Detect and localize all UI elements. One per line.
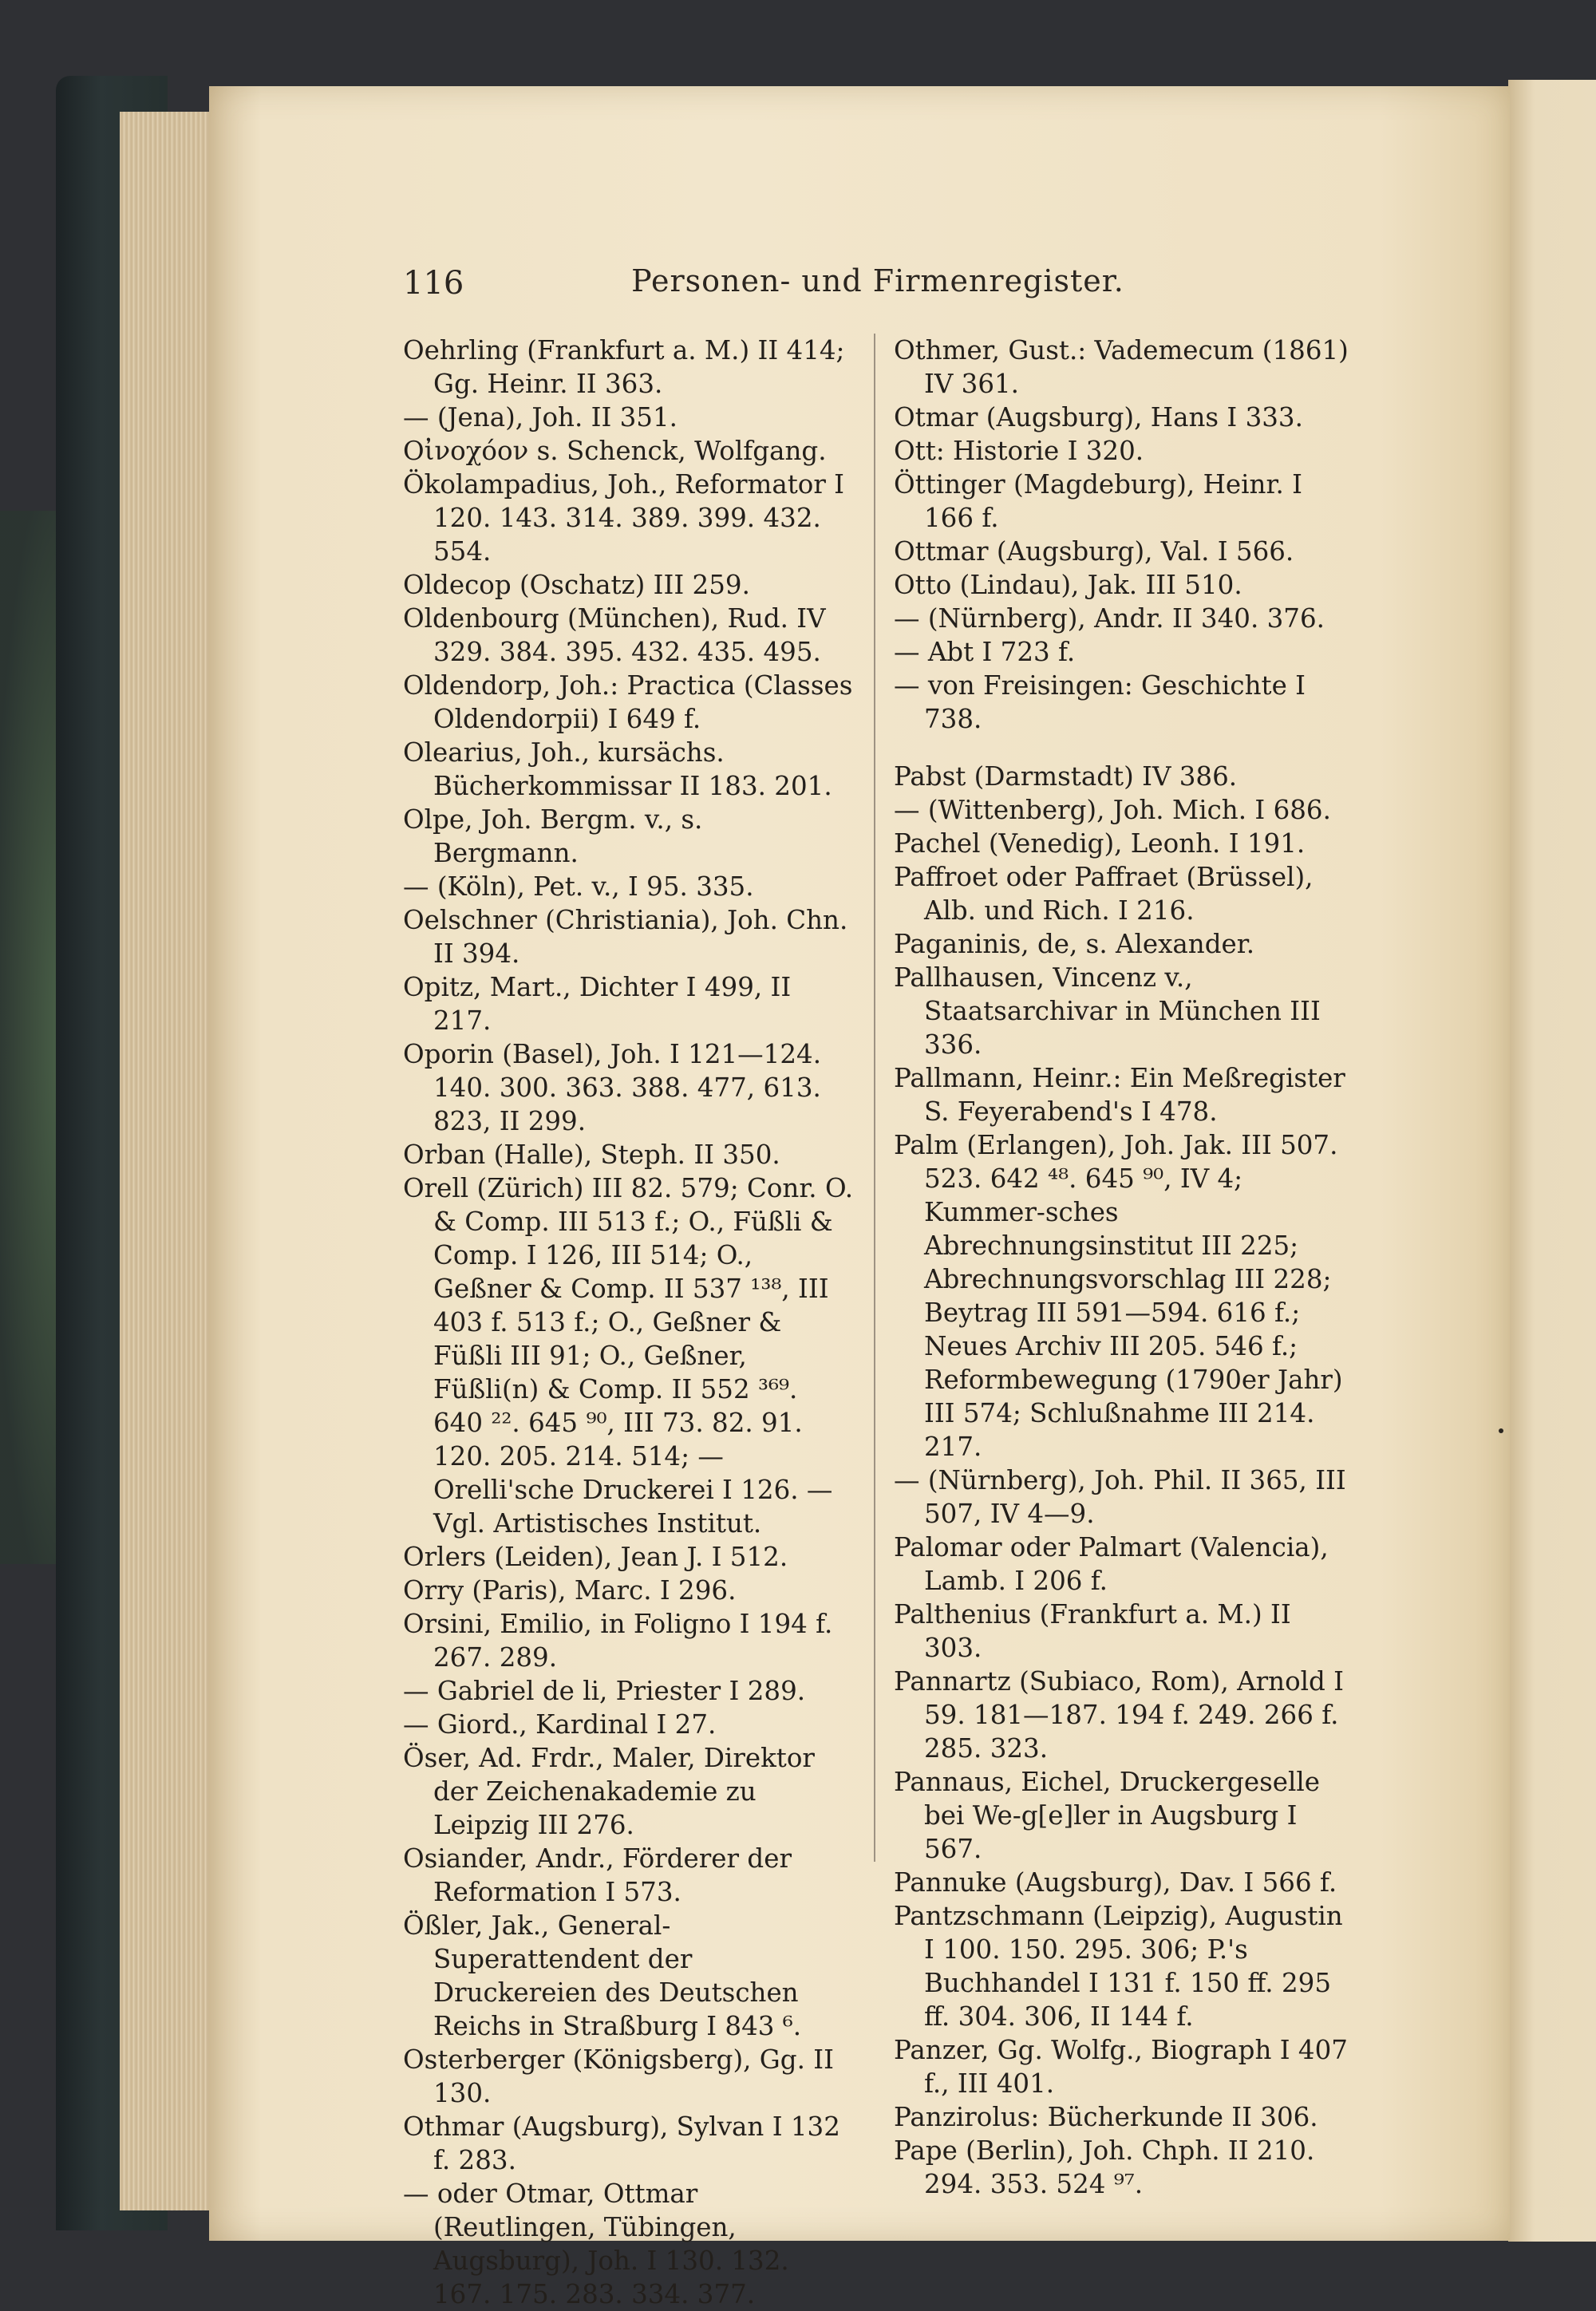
index-entry: Ößler, Jak., General-Superattendent der Druckereien des Deutschen Reichs in Straßburg I 843 ⁶. bbox=[403, 1910, 802, 2041]
index-entry: Paganinis, de, s. Alexander. bbox=[894, 929, 1255, 959]
index-entry: Othmar (Augsburg), Sylvan I 132 f. 283. bbox=[403, 2112, 840, 2175]
index-entry: — oder Otmar, Ottmar (Reutlingen, Tübingen, Augsburg), Joh. I 130. 132. 167. 175. 283. 334. 377. bbox=[403, 2179, 789, 2309]
facing-page-edge bbox=[1508, 80, 1596, 2242]
index-entry: Öttinger (Magdeburg), Heinr. I 166 f. bbox=[894, 469, 1302, 533]
index-entry: Pallhausen, Vincenz v., Staatsarchivar in München III 336. bbox=[894, 962, 1321, 1060]
index-column-left bbox=[403, 334, 854, 2311]
page-stack-edge bbox=[120, 112, 215, 2210]
index-entry: Otmar (Augsburg), Hans I 333. bbox=[894, 402, 1303, 433]
index-entry: — Gabriel de li, Priester I 289. bbox=[403, 1676, 806, 1706]
index-entry: Oehrling (Frankfurt a. M.) II 414; Gg. Heinr. II 363. bbox=[403, 335, 845, 399]
index-entry: — von Freisingen: Geschichte I 738. bbox=[894, 670, 1306, 734]
index-entry: Οἰνοχόον s. Schenck, Wolfgang. bbox=[403, 436, 827, 466]
running-title: Personen- und Firmenregister. bbox=[631, 263, 1124, 298]
index-entry: Pachel (Venedig), Leonh. I 191. bbox=[894, 828, 1306, 859]
index-entry: — (Nürnberg), Joh. Phil. II 365, III 507, IV 4—9. bbox=[894, 1465, 1346, 1529]
index-entry: Orsini, Emilio, in Foligno I 194 f. 267. 289. bbox=[403, 1609, 833, 1673]
index-entry: Panzer, Gg. Wolfg., Biograph I 407 f., III 401. bbox=[894, 2035, 1348, 2099]
index-entry: Paffroet oder Paffraet (Brüssel), Alb. und Rich. I 216. bbox=[894, 862, 1314, 926]
index-entry: Oelschner (Christiania), Joh. Chn. II 394. bbox=[403, 905, 848, 969]
index-column-right bbox=[894, 334, 1353, 2201]
index-entry: Pannartz (Subiaco, Rom), Arnold I 59. 181—187. 194 f. 249. 266 f. 285. 323. bbox=[894, 1666, 1345, 1764]
index-entry: Orell (Zürich) III 82. 579; Conr. O. & Comp. III 513 f.; O., Füßli & Comp. I 126, III 514; O., Geßner & Comp. II 537 ¹³⁸, III 403 f. 513 f.; O., Geßner & Füßli III 91; O., Geßner, Füßli(n) & Comp. II 552 ³⁶⁹. 640 ²². 645 ⁹⁰, III 73. 82. 91. 120. 205. 214. 514; — Orelli'sche Druckerei I 126. — Vgl. Artistisches Institut. bbox=[403, 1173, 854, 1539]
index-entry: Panzirolus: Bücherkunde II 306. bbox=[894, 2102, 1318, 2132]
index-entry: — Abt I 723 f. bbox=[894, 637, 1076, 667]
index-entry: Pantzschmann (Leipzig), Augustin I 100. 150. 295. 306; P.'s Buchhandel I 131 f. 150 ff. 295 ff. 304. 306, II 144 f. bbox=[894, 1901, 1343, 2032]
index-entry: Oldecop (Oschatz) III 259. bbox=[403, 570, 750, 600]
index-entry: Pallmann, Heinr.: Ein Meßregister S. Feyerabend's I 478. bbox=[894, 1063, 1345, 1127]
index-entry: Pabst (Darmstadt) IV 386. bbox=[894, 761, 1238, 792]
index-entry: Pannaus, Eichel, Druckergeselle bei We-g[e]ler in Augsburg I 567. bbox=[894, 1767, 1320, 1864]
index-entry: Orlers (Leiden), Jean J. I 512. bbox=[403, 1542, 788, 1572]
index-entry: — (Nürnberg), Andr. II 340. 376. bbox=[894, 603, 1325, 634]
index-entry: Olearius, Joh., kursächs. Bücherkommissar II 183. 201. bbox=[403, 737, 832, 801]
index-entry: Palm (Erlangen), Joh. Jak. III 507. 523. 642 ⁴⁸. 645 ⁹⁰, IV 4; Kummer-sches Abrechnungsinstitut III 225; Abrechnungsvorschlag III 228; Beytrag III 591—594. 616 f.; Neues Archiv III 205. 546 f.; Reformbewegung (1790er Jahr) III 574; Schlußnahme III 214. 217. bbox=[894, 1130, 1343, 1462]
index-entry: Osterberger (Königsberg), Gg. II 130. bbox=[403, 2044, 834, 2108]
index-entry: Osiander, Andr., Förderer der Reformation I 573. bbox=[403, 1843, 792, 1907]
index-entry: Palthenius (Frankfurt a. M.) II 303. bbox=[894, 1599, 1291, 1663]
margin-dot bbox=[1499, 1428, 1503, 1433]
index-entry: Pannuke (Augsburg), Dav. I 566 f. bbox=[894, 1867, 1337, 1898]
index-entry: Öser, Ad. Frdr., Maler, Direktor der Zeichenakademie zu Leipzig III 276. bbox=[403, 1743, 815, 1840]
index-entry: — Giord., Kardinal I 27. bbox=[403, 1709, 717, 1740]
index-entry: Oldendorp, Joh.: Practica (Classes Oldendorpii) I 649 f. bbox=[403, 670, 853, 734]
index-entry: Oporin (Basel), Joh. I 121—124. 140. 300. 363. 388. 477, 613. 823, II 299. bbox=[403, 1039, 822, 1136]
column-divider bbox=[874, 334, 875, 1862]
index-entry: Olpe, Joh. Bergm. v., s. Bergmann. bbox=[403, 804, 703, 868]
index-entry: Ottmar (Augsburg), Val. I 566. bbox=[894, 536, 1294, 567]
index-entry: Pape (Berlin), Joh. Chph. II 210. 294. 353. 524 ⁹⁷. bbox=[894, 2135, 1315, 2199]
index-entry: Otto (Lindau), Jak. III 510. bbox=[894, 570, 1242, 600]
index-entry: — (Wittenberg), Joh. Mich. I 686. bbox=[894, 795, 1331, 825]
index-entry: Orban (Halle), Steph. II 350. bbox=[403, 1140, 780, 1170]
index-entry: Ökolampadius, Joh., Reformator I 120. 143. 314. 389. 399. 432. 554. bbox=[403, 469, 845, 567]
index-entry: — (Jena), Joh. II 351. bbox=[403, 402, 678, 433]
index-entry: Oldenbourg (München), Rud. IV 329. 384. 395. 432. 435. 495. bbox=[403, 603, 826, 667]
page-number: 116 bbox=[403, 265, 464, 302]
index-entry: — (Köln), Pet. v., I 95. 335. bbox=[403, 871, 754, 902]
index-entry: Ott: Historie I 320. bbox=[894, 436, 1144, 466]
index-entry: Opitz, Mart., Dichter I 499, II 217. bbox=[403, 972, 792, 1036]
index-entry: Orry (Paris), Marc. I 296. bbox=[403, 1575, 737, 1606]
index-entry: Othmer, Gust.: Vademecum (1861) IV 361. bbox=[894, 335, 1349, 399]
index-entry: Palomar oder Palmart (Valencia), Lamb. I 206 f. bbox=[894, 1532, 1329, 1596]
